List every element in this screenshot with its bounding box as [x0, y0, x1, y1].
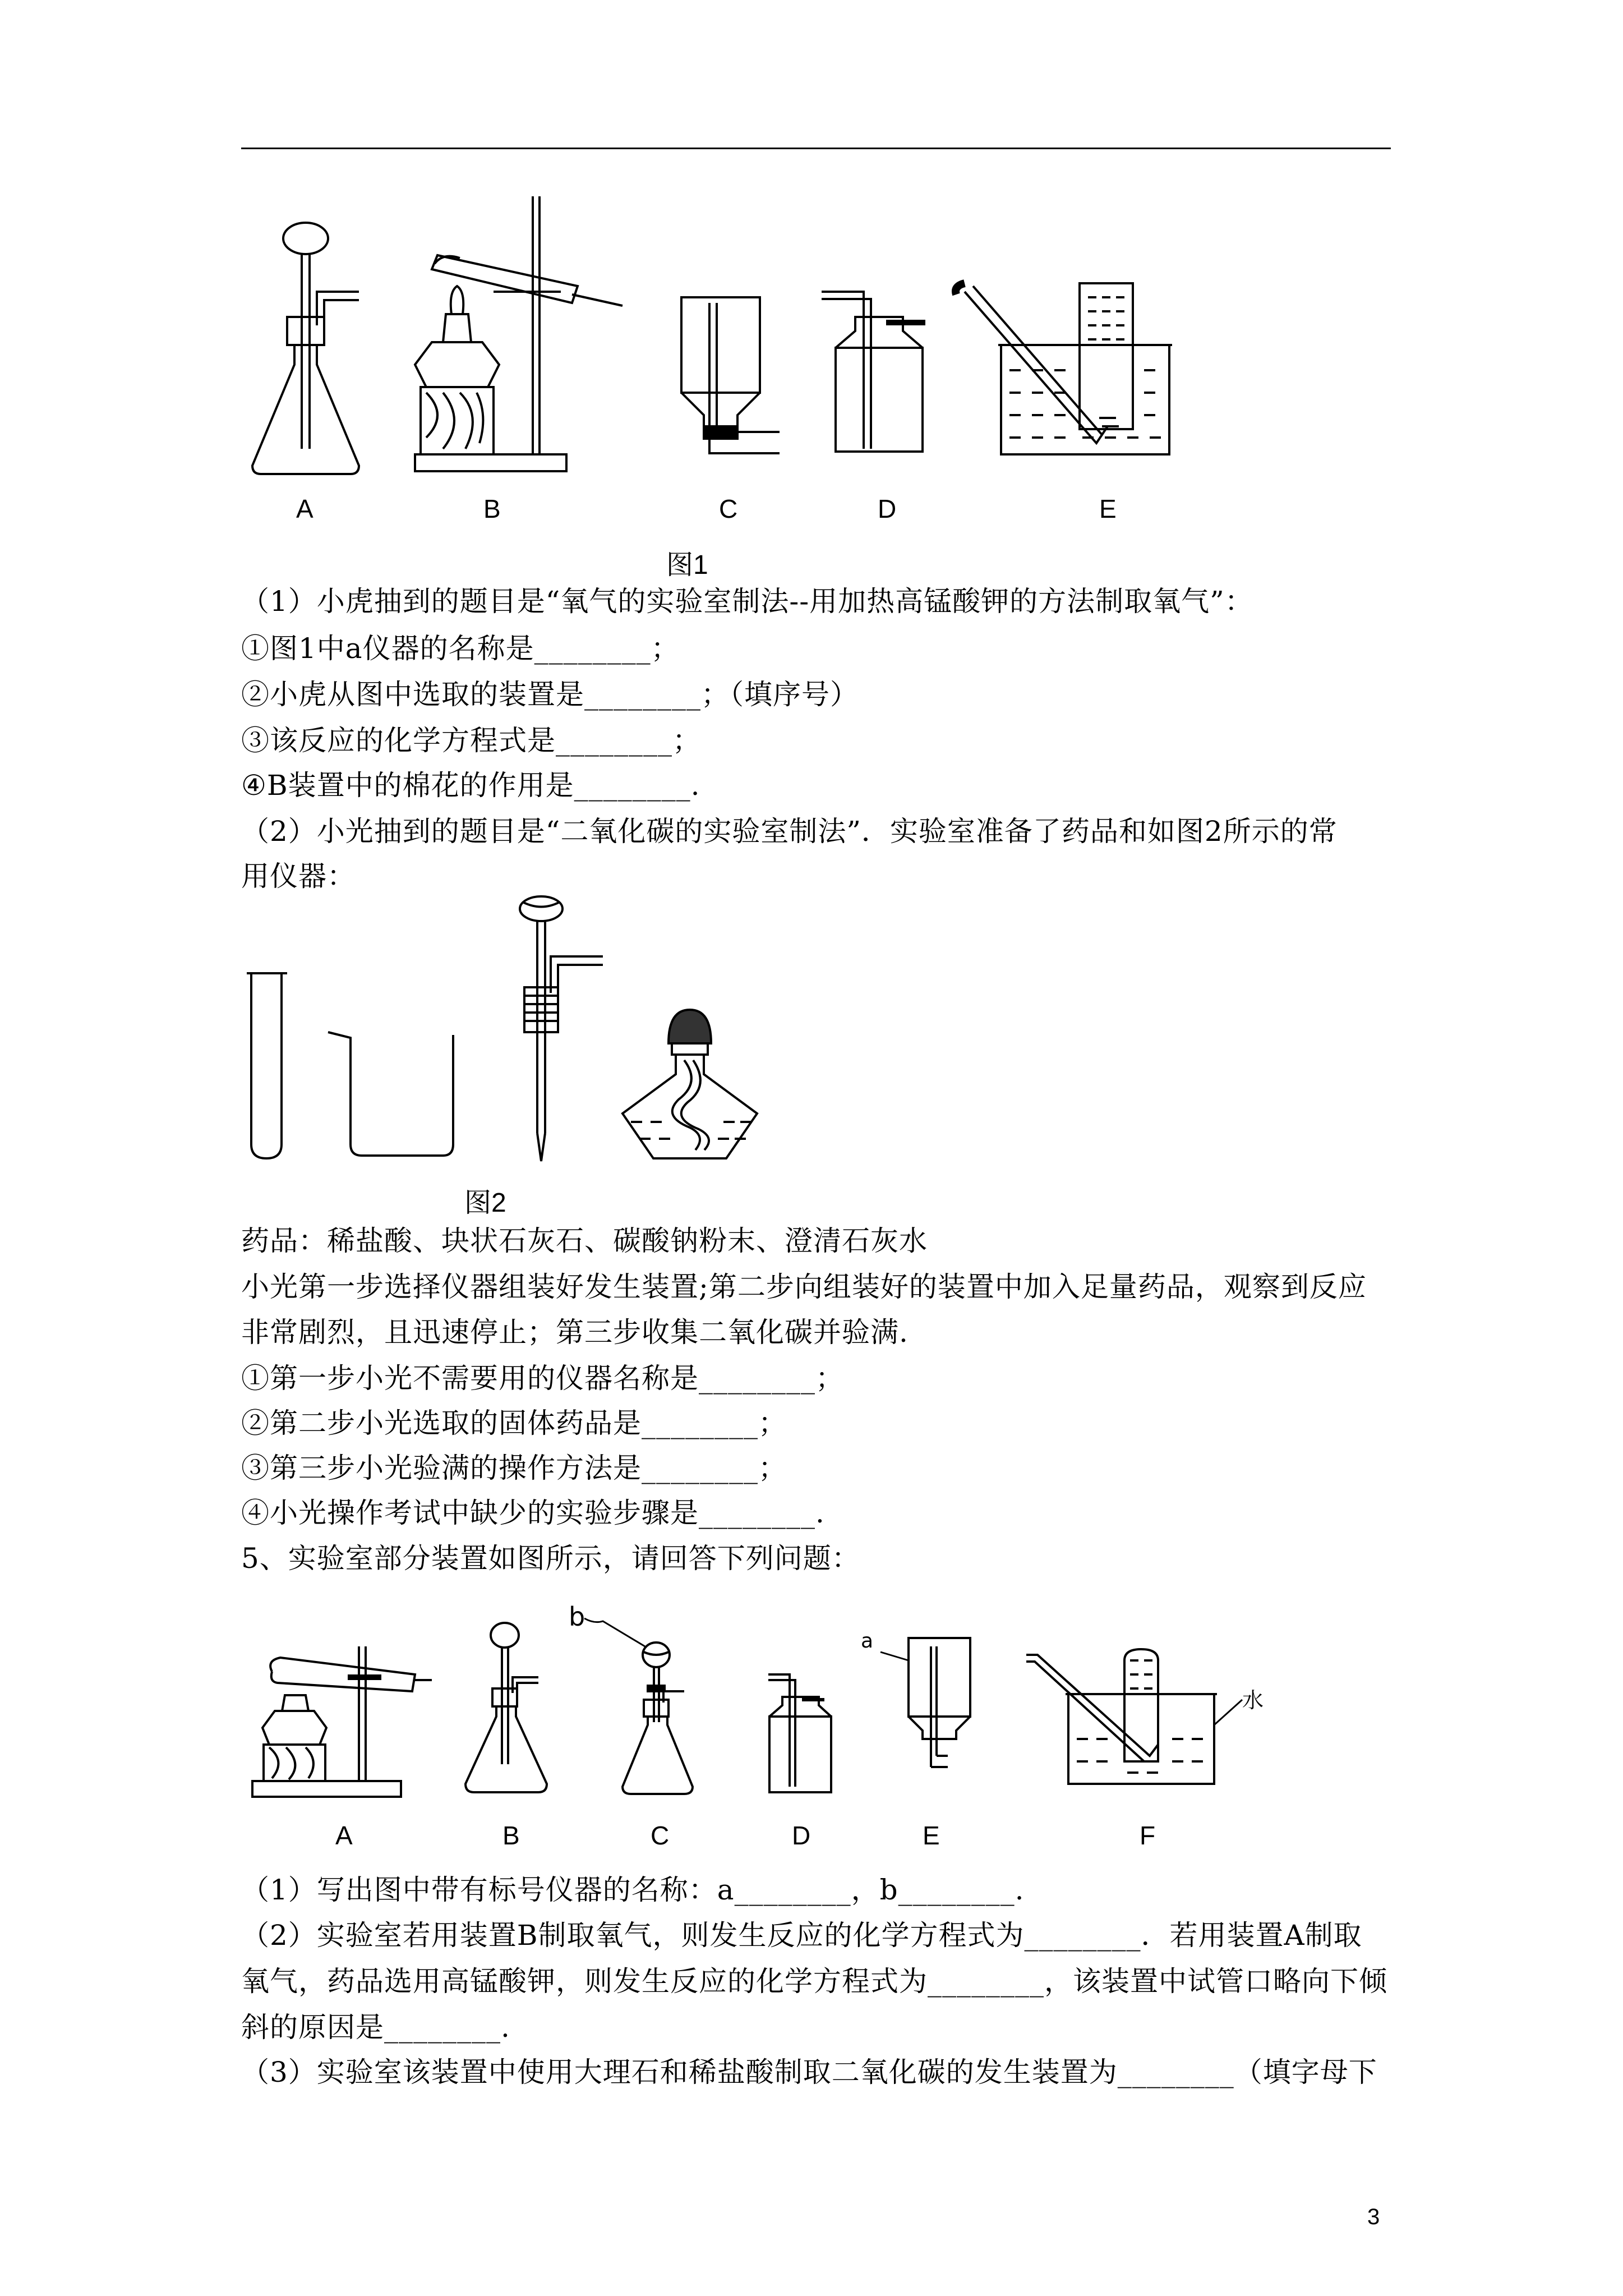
apparatus-a — [252, 1646, 432, 1797]
figure-1-label-d: D — [878, 494, 897, 523]
text-line-12: ②第二步小光选取的固体药品是________； — [241, 1407, 787, 1439]
figure-1-caption: 图1 — [666, 550, 708, 580]
text-line-10: 非常剧烈，且迅速停止；第三步收集二氧化碳并验满. — [241, 1316, 909, 1349]
apparatus-d — [768, 1674, 831, 1792]
text-line-11: ①第一步小光不需要用的仪器名称是________； — [241, 1362, 844, 1395]
text-line-8: 药品：稀盐酸、块状石灰石、碳酸钠粉末、澄清石灰水 — [241, 1225, 928, 1257]
apparatus-c — [584, 1618, 693, 1794]
text-line-13: ③第三步小光验满的操作方法是________； — [241, 1452, 787, 1484]
text-line-16: （1）写出图中带有标号仪器的名称：a________，b________. — [241, 1874, 1025, 1906]
text-line-20: （3）实验室该装置中使用大理石和稀盐酸制取二氧化碳的发生装置为________（填字母下 — [241, 2056, 1377, 2088]
text-line-9: 小光第一步选择仪器组装好发生装置;第二步向组装好的装置中加入足量药品，观察到反应 — [241, 1271, 1367, 1303]
text-line-2: ①图1中a仪器的名称是________； — [241, 632, 680, 665]
figure-3-label-a: A — [335, 1821, 353, 1850]
apparatus-e — [880, 1638, 970, 1767]
text-line-4: ③该反应的化学方程式是________； — [241, 724, 701, 757]
text-line-19: 斜的原因是________. — [241, 2011, 510, 2044]
figure-3-mark-a: a — [861, 1630, 874, 1653]
figure-1-label-e: E — [1099, 494, 1117, 523]
figure-3-label-b: B — [502, 1821, 520, 1850]
figure-3-mark-water: 水 — [1242, 1688, 1264, 1713]
figure-3-mark-b: b — [569, 1602, 585, 1632]
figure-2-caption: 图2 — [464, 1188, 506, 1218]
apparatus-b — [465, 1623, 547, 1792]
text-line-5: ④B装置中的棉花的作用是________. — [241, 769, 700, 802]
text-line-1: （1）小虎抽到的题目是“氧气的实验室制法--用加热高锰酸钾的方法制取氧气”： — [241, 585, 1253, 618]
text-line-6: （2）小光抽到的题目是“二氧化碳的实验室制法”．实验室准备了药品和如图2所示的常 — [241, 815, 1338, 848]
figure-1-label-b: B — [483, 494, 501, 523]
text-line-18: 氧气，药品选用高锰酸钾，则发生反应的化学方程式为________，该装置中试管口略向下倾 — [241, 1965, 1387, 1998]
text-line-14: ④小光操作考试中缺少的实验步骤是________. — [241, 1497, 825, 1529]
text-line-15: 5、实验室部分装置如图所示，请回答下列问题： — [241, 1542, 860, 1575]
figure-1-label-c: C — [719, 494, 738, 523]
figure-3-label-c: C — [651, 1821, 670, 1850]
figure-3-label-d: D — [792, 1821, 811, 1850]
figure-3-label-f: F — [1140, 1821, 1156, 1850]
page-number: 3 — [1367, 2205, 1380, 2229]
text-line-3: ②小虎从图中选取的装置是________；（填序号） — [241, 678, 859, 711]
figure-1-label-a: A — [296, 494, 313, 523]
figure-3-label-e: E — [923, 1821, 940, 1850]
text-line-7: 用仪器： — [241, 860, 356, 892]
text-line-17: （2）实验室若用装置B制取氧气，则发生反应的化学方程式为________．若用装置A制取 — [241, 1919, 1362, 1952]
apparatus-f — [1026, 1649, 1242, 1784]
